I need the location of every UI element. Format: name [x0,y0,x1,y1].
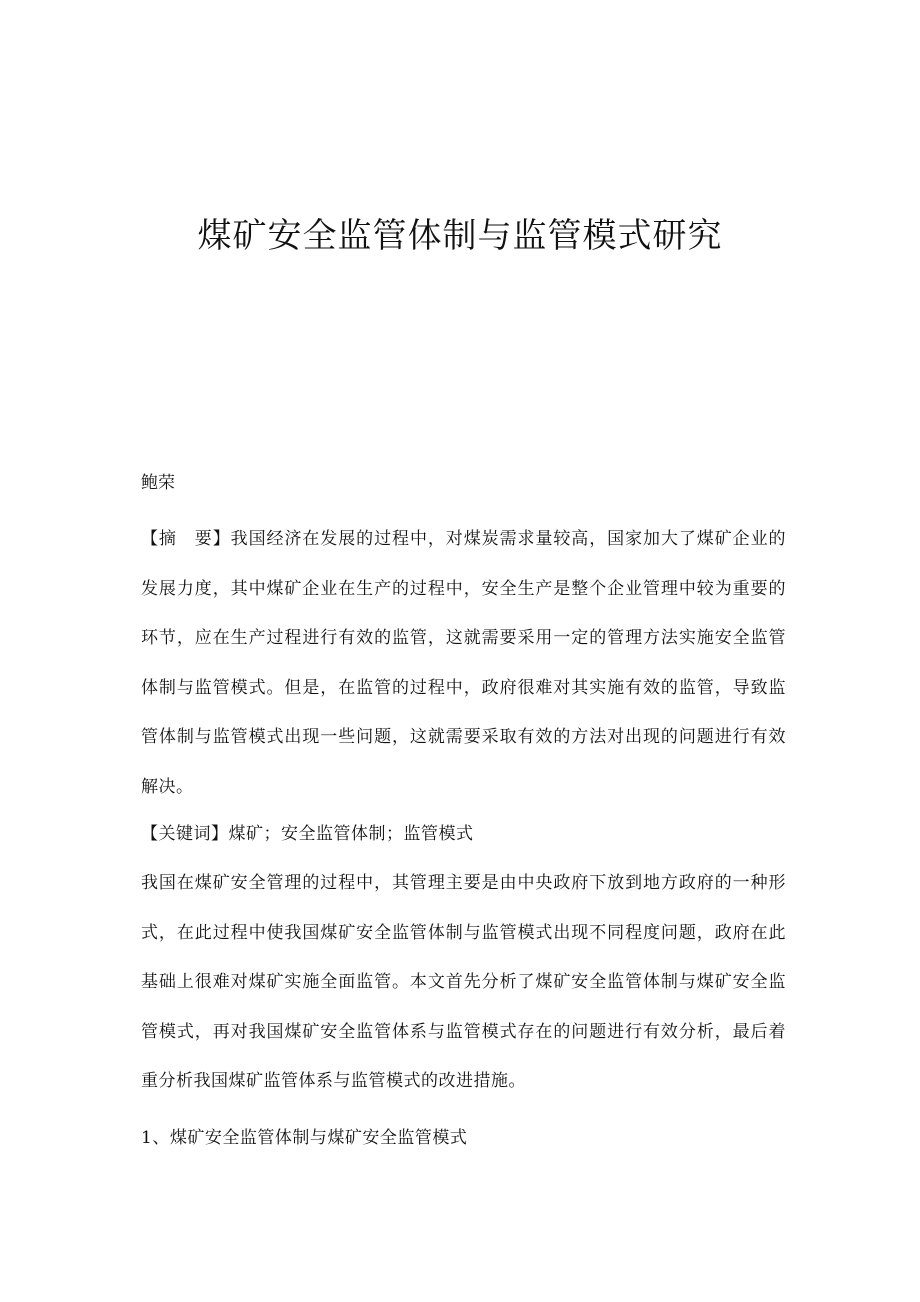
abstract-paragraph [141,515,786,812]
document-title: 煤矿安全监管体制与监管模式研究 [197,216,723,256]
abstract-label: 【摘 要】 [141,529,231,549]
author-name: 鲍荣 [141,473,175,493]
abstract-text: 我国经济在发展的过程中，对煤炭需求量较高，国家加大了煤矿企业的发展力度，其中煤矿企业在生产的过程中，安全生产是整个企业管理中较为重要的环节，应在生产过程进行有效的监管，这就需要采用一定的管理方法实施安全监管体制与监管模式。但是，在监管的过程中，政府很难对其实施有效的监管，导致监管体制与监管模式出现一些问题，这就需要采取有效的方法对出现的问题进行有效解决。 [141,529,787,797]
section-heading: 1、煤矿安全监管体制与煤矿安全监管模式 [141,1128,468,1148]
keywords-text: 煤矿；安全监管体制；监管模式 [228,824,474,844]
keywords-label: 【关键词】 [141,824,229,844]
keywords-paragraph [141,810,786,860]
intro-paragraph: 我国在煤矿安全管理的过程中，其管理主要是由中央政府下放到地方政府的一种形式，在此过程中使我国煤矿安全监管体制与监管模式出现不同程度问题，政府在此基础上很难对煤矿实施全面监管。本文首先分析了煤矿安全监管体制与煤矿安全监管模式，再对我国煤矿安全监管体系与监管模式存在的问题进行有效分析，最后着重分析我国煤矿监管体系与监管模式的改进措施。 [141,873,786,1091]
